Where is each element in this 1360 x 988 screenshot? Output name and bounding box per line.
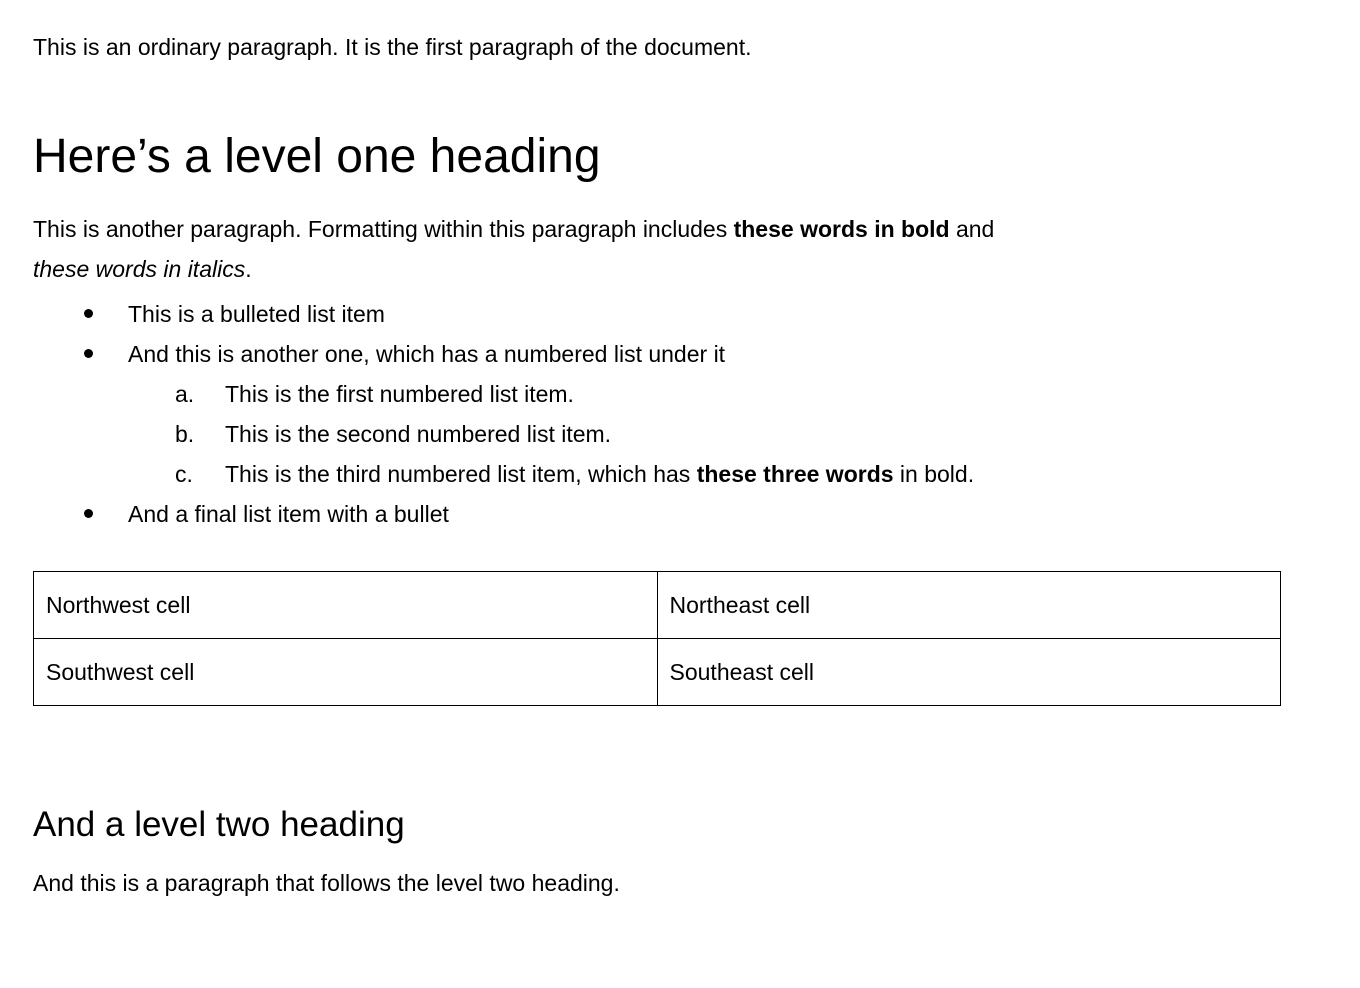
bullet-icon <box>84 309 93 318</box>
italic-text-run: these words in italics <box>33 256 246 282</box>
table-cell-northwest: Northwest cell <box>34 572 658 639</box>
list-item-bullet-2 <box>33 334 1281 374</box>
list-item-numbered-a <box>33 374 1281 414</box>
paragraph-second-text-2: and <box>949 216 995 242</box>
paragraph-first: This is an ordinary paragraph. It is the first paragraph of the document. <box>33 34 752 60</box>
paragraph-last: And this is a paragraph that follows the level two heading. <box>33 870 620 896</box>
bullet-icon <box>84 509 93 518</box>
list-item-text-suffix: in bold. <box>893 461 975 487</box>
bold-text-run: these words in bold <box>733 216 950 242</box>
paragraph-second-text-1: This is another paragraph. Formatting within this paragraph includes <box>33 216 734 242</box>
paragraph-second-text-3: . <box>245 256 252 282</box>
list-item-bullet-3 <box>33 494 1281 534</box>
list-item-text: And a final list item with a bullet <box>128 501 449 527</box>
bulleted-list <box>33 294 1281 534</box>
bullet-icon <box>84 349 93 358</box>
table-row <box>34 639 1281 706</box>
list-item-bullet-1 <box>33 294 1281 334</box>
list-item-text-prefix: This is the third numbered list item, which has <box>225 461 697 487</box>
content-table <box>33 571 1281 706</box>
list-item-text: And this is another one, which has a numbered list under it <box>128 341 726 367</box>
table-cell-southwest: Southwest cell <box>34 639 658 706</box>
list-item-text: This is a bulleted list item <box>128 301 385 327</box>
table-cell-southeast: Southeast cell <box>657 639 1281 706</box>
list-marker: c. <box>175 461 193 487</box>
paragraph-second <box>33 209 1281 289</box>
list-item-numbered-b <box>33 414 1281 454</box>
table-cell-northeast: Northeast cell <box>657 572 1281 639</box>
table-row <box>34 572 1281 639</box>
heading-level-2: And a level two heading <box>33 805 405 844</box>
list-item-text: This is the first numbered list item. <box>225 381 574 407</box>
bold-text-run: these three words <box>696 461 894 487</box>
list-item-numbered-c <box>33 454 1281 494</box>
heading-level-1: Here’s a level one heading <box>33 130 601 183</box>
list-item-text: This is the second numbered list item. <box>225 421 612 447</box>
list-marker: a. <box>175 381 195 407</box>
list-marker: b. <box>175 421 195 447</box>
